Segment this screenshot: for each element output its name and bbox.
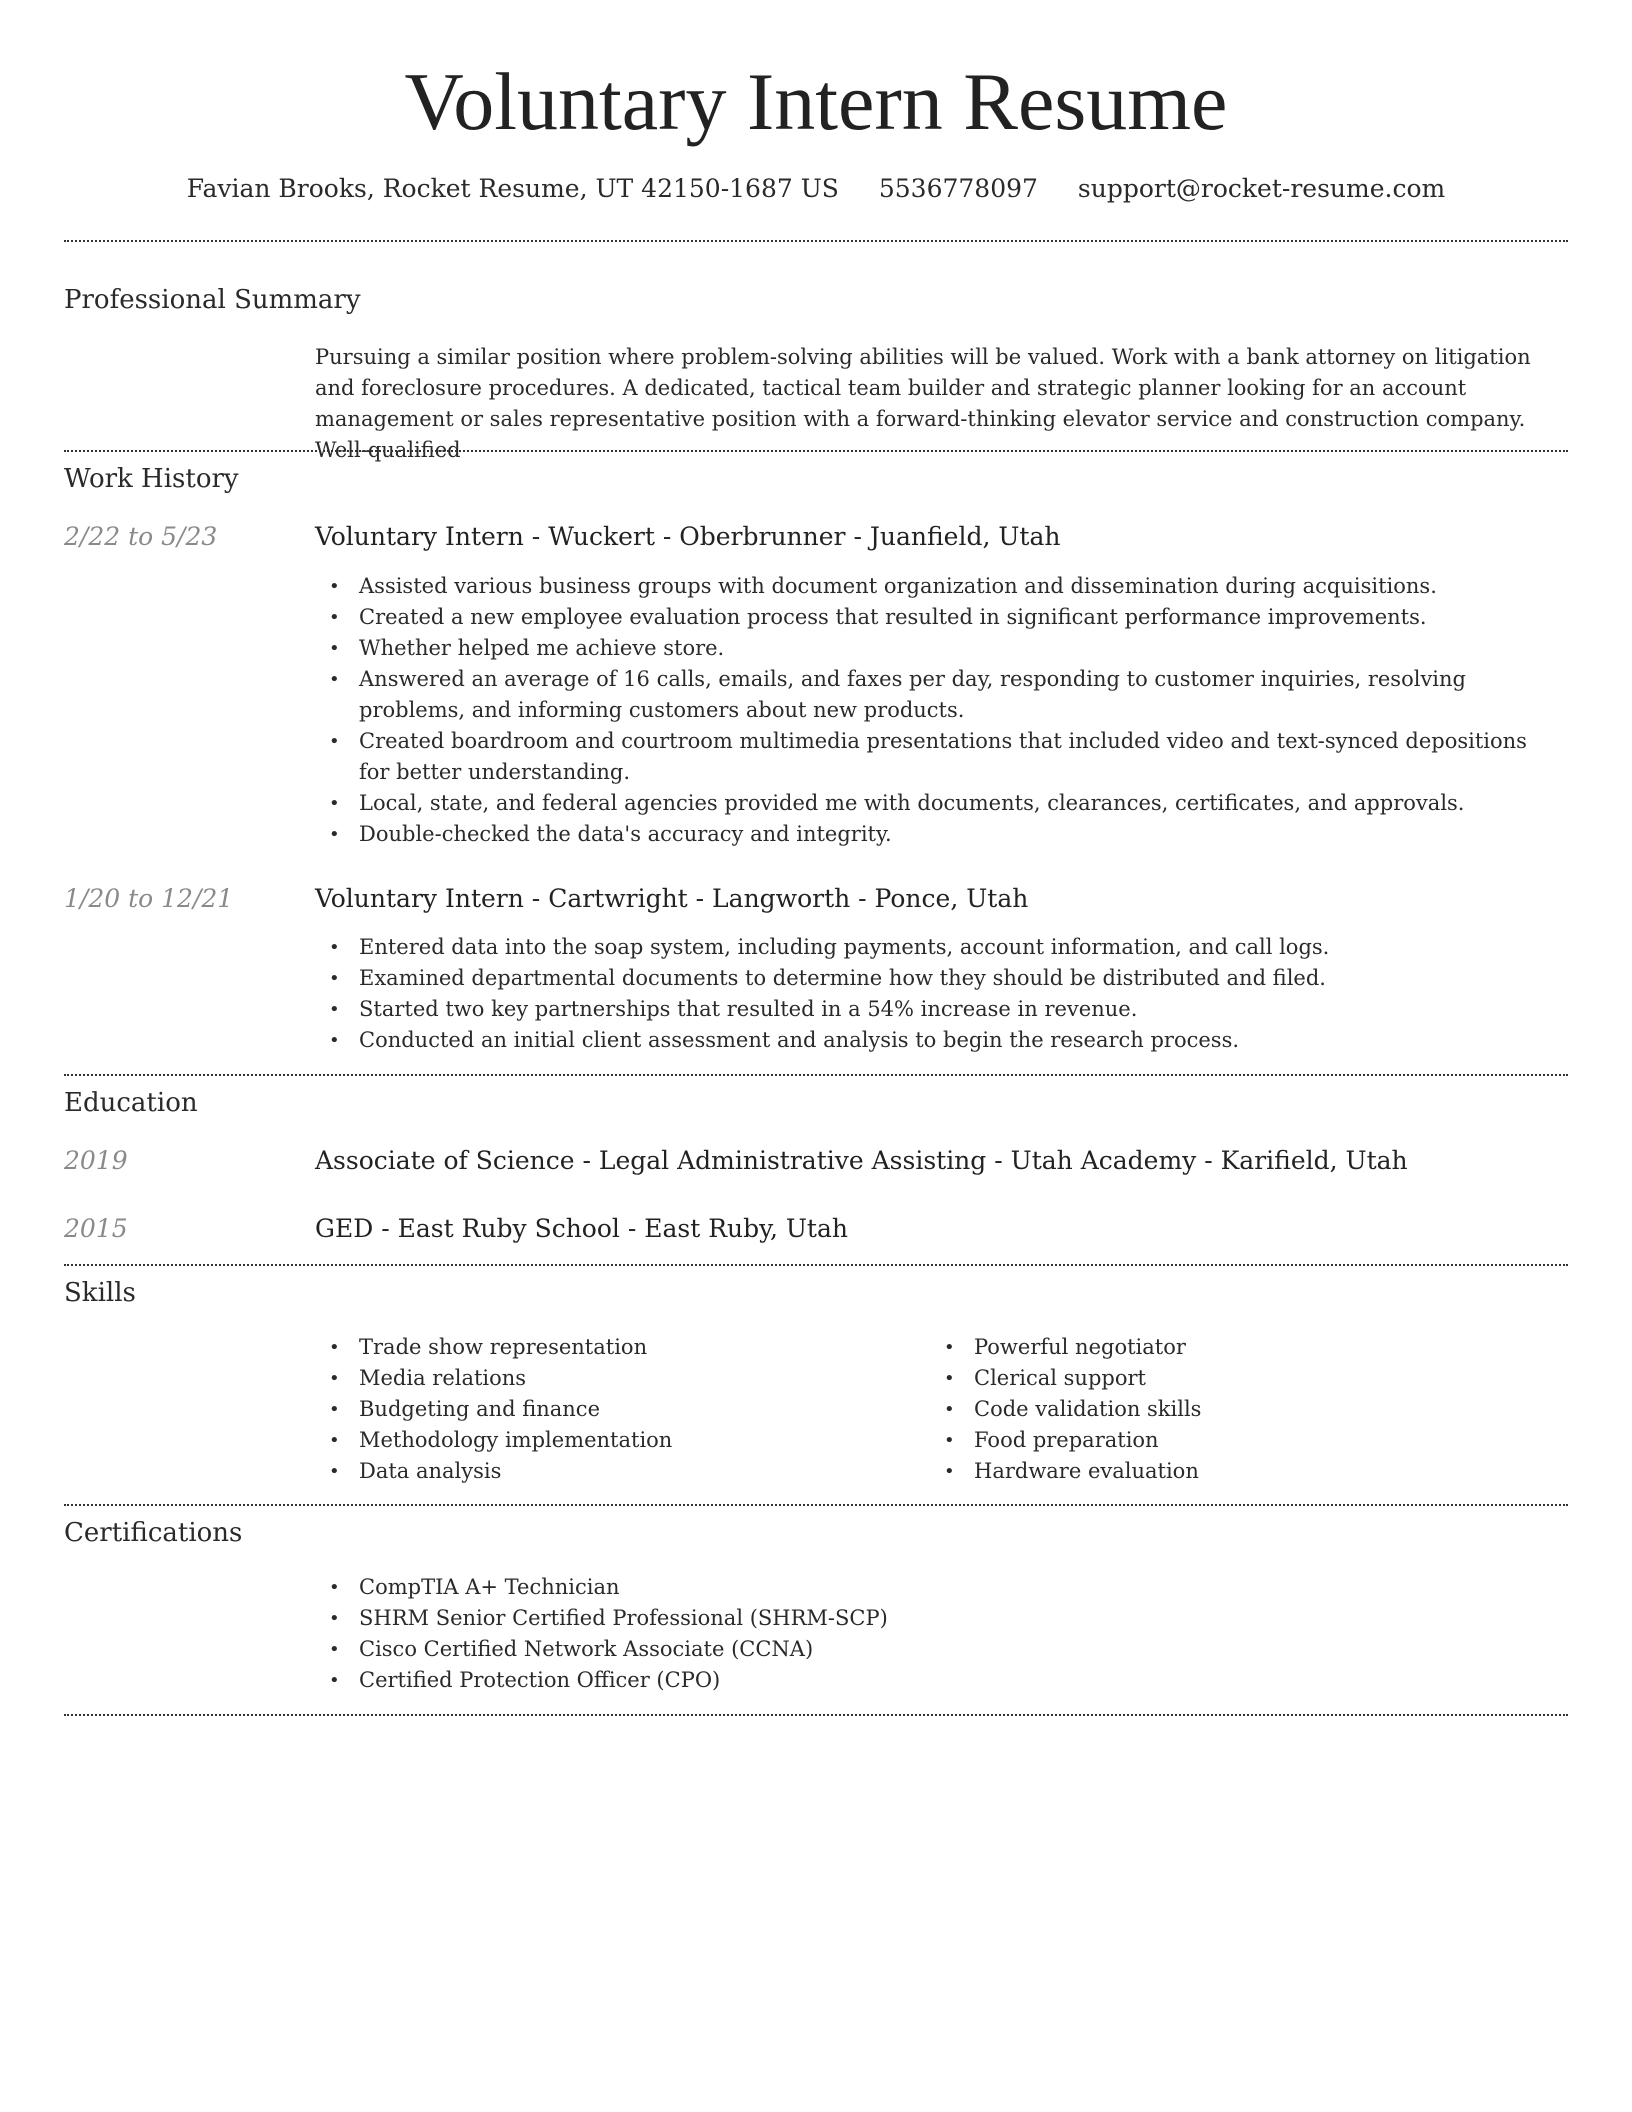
education-year: 2019 <box>64 1146 128 1175</box>
list-item: • Double-checked the data's accuracy and integrity. <box>315 819 1560 850</box>
list-item: • Powerful negotiator <box>930 1332 1530 1363</box>
section-title-education: Education <box>64 1088 198 1118</box>
contact-line <box>0 172 1632 206</box>
job-bullets <box>315 932 1560 1056</box>
list-item: • Conducted an initial client assessment and analysis to begin the research process. <box>315 1025 1560 1056</box>
contact-phone: 5536778097 <box>878 174 1038 203</box>
list-item: • Hardware evaluation <box>930 1456 1530 1487</box>
list-item: • Data analysis <box>315 1456 915 1487</box>
certifications-list <box>315 1572 1315 1696</box>
list-item: • CompTIA A+ Technician <box>315 1572 1315 1603</box>
list-item: • Trade show representation <box>315 1332 915 1363</box>
summary-text: Pursuing a similar position where problem-solving abilities will be valued. Work with a bank attorney on litigation and foreclosure procedures. A dedicated, tactical team builder and strategic planner looking for an account management or sales representative position with a forward-thinking elevator service and construction company. Well-qualified <box>315 345 1531 462</box>
list-item: • Started two key partnerships that resulted in a 54% increase in revenue. <box>315 994 1560 1025</box>
list-item: • Budgeting and finance <box>315 1394 915 1425</box>
skills-list-right <box>930 1332 1530 1487</box>
list-item: • Code validation skills <box>930 1394 1530 1425</box>
section-divider <box>64 1714 1568 1716</box>
job-bullets <box>315 571 1560 850</box>
section-divider <box>64 1264 1568 1266</box>
list-item: • Media relations <box>315 1363 915 1394</box>
education-entry: GED - East Ruby School - East Ruby, Utah <box>315 1214 848 1243</box>
list-item: • Food preparation <box>930 1425 1530 1456</box>
section-divider <box>64 240 1568 242</box>
job-title: Voluntary Intern - Wuckert - Oberbrunner - Juanfield, Utah <box>315 522 1061 551</box>
skills-list-left <box>315 1332 915 1487</box>
list-item: • Created a new employee evaluation process that resulted in significant performance improvements. <box>315 602 1560 633</box>
section-title-skills: Skills <box>64 1278 136 1308</box>
list-item: • Local, state, and federal agencies provided me with documents, clearances, certificates, and approvals. <box>315 788 1560 819</box>
list-item: • Whether helped me achieve store. <box>315 633 1560 664</box>
list-item: • Certified Protection Officer (CPO) <box>315 1665 1315 1696</box>
section-title-certifications: Certifications <box>64 1518 243 1548</box>
section-title-summary: Professional Summary <box>64 285 361 315</box>
list-item: • Examined departmental documents to determine how they should be distributed and filed. <box>315 963 1560 994</box>
job-title: Voluntary Intern - Cartwright - Langworth - Ponce, Utah <box>315 884 1029 913</box>
list-item: • Clerical support <box>930 1363 1530 1394</box>
section-divider <box>64 1504 1568 1506</box>
list-item: • Answered an average of 16 calls, emails, and faxes per day, responding to customer inquiries, resolving problems, and informing customers about new products. <box>315 664 1560 726</box>
list-item: • Assisted various business groups with document organization and dissemination during acquisitions. <box>315 571 1560 602</box>
job-dates: 2/22 to 5/23 <box>64 522 218 551</box>
list-item: • Entered data into the soap system, including payments, account information, and call logs. <box>315 932 1560 963</box>
job-dates: 1/20 to 12/21 <box>64 884 234 913</box>
list-item: • SHRM Senior Certified Professional (SHRM-SCP) <box>315 1603 1315 1634</box>
section-divider <box>64 1074 1568 1076</box>
resume-title: Voluntary Intern Resume <box>404 56 1228 147</box>
list-item: • Methodology implementation <box>315 1425 915 1456</box>
list-item: • Created boardroom and courtroom multimedia presentations that included video and text-synced depositions for better understanding. <box>315 726 1560 788</box>
education-entry: Associate of Science - Legal Administrative Assisting - Utah Academy - Karifield, Utah <box>315 1146 1408 1175</box>
education-year: 2015 <box>64 1214 128 1243</box>
section-title-work: Work History <box>64 464 239 494</box>
contact-email: support@rocket-resume.com <box>1077 174 1446 203</box>
contact-address: Favian Brooks, Rocket Resume, UT 42150-1687 US <box>186 174 839 203</box>
list-item: • Cisco Certified Network Associate (CCNA) <box>315 1634 1315 1665</box>
section-divider <box>64 450 1568 452</box>
